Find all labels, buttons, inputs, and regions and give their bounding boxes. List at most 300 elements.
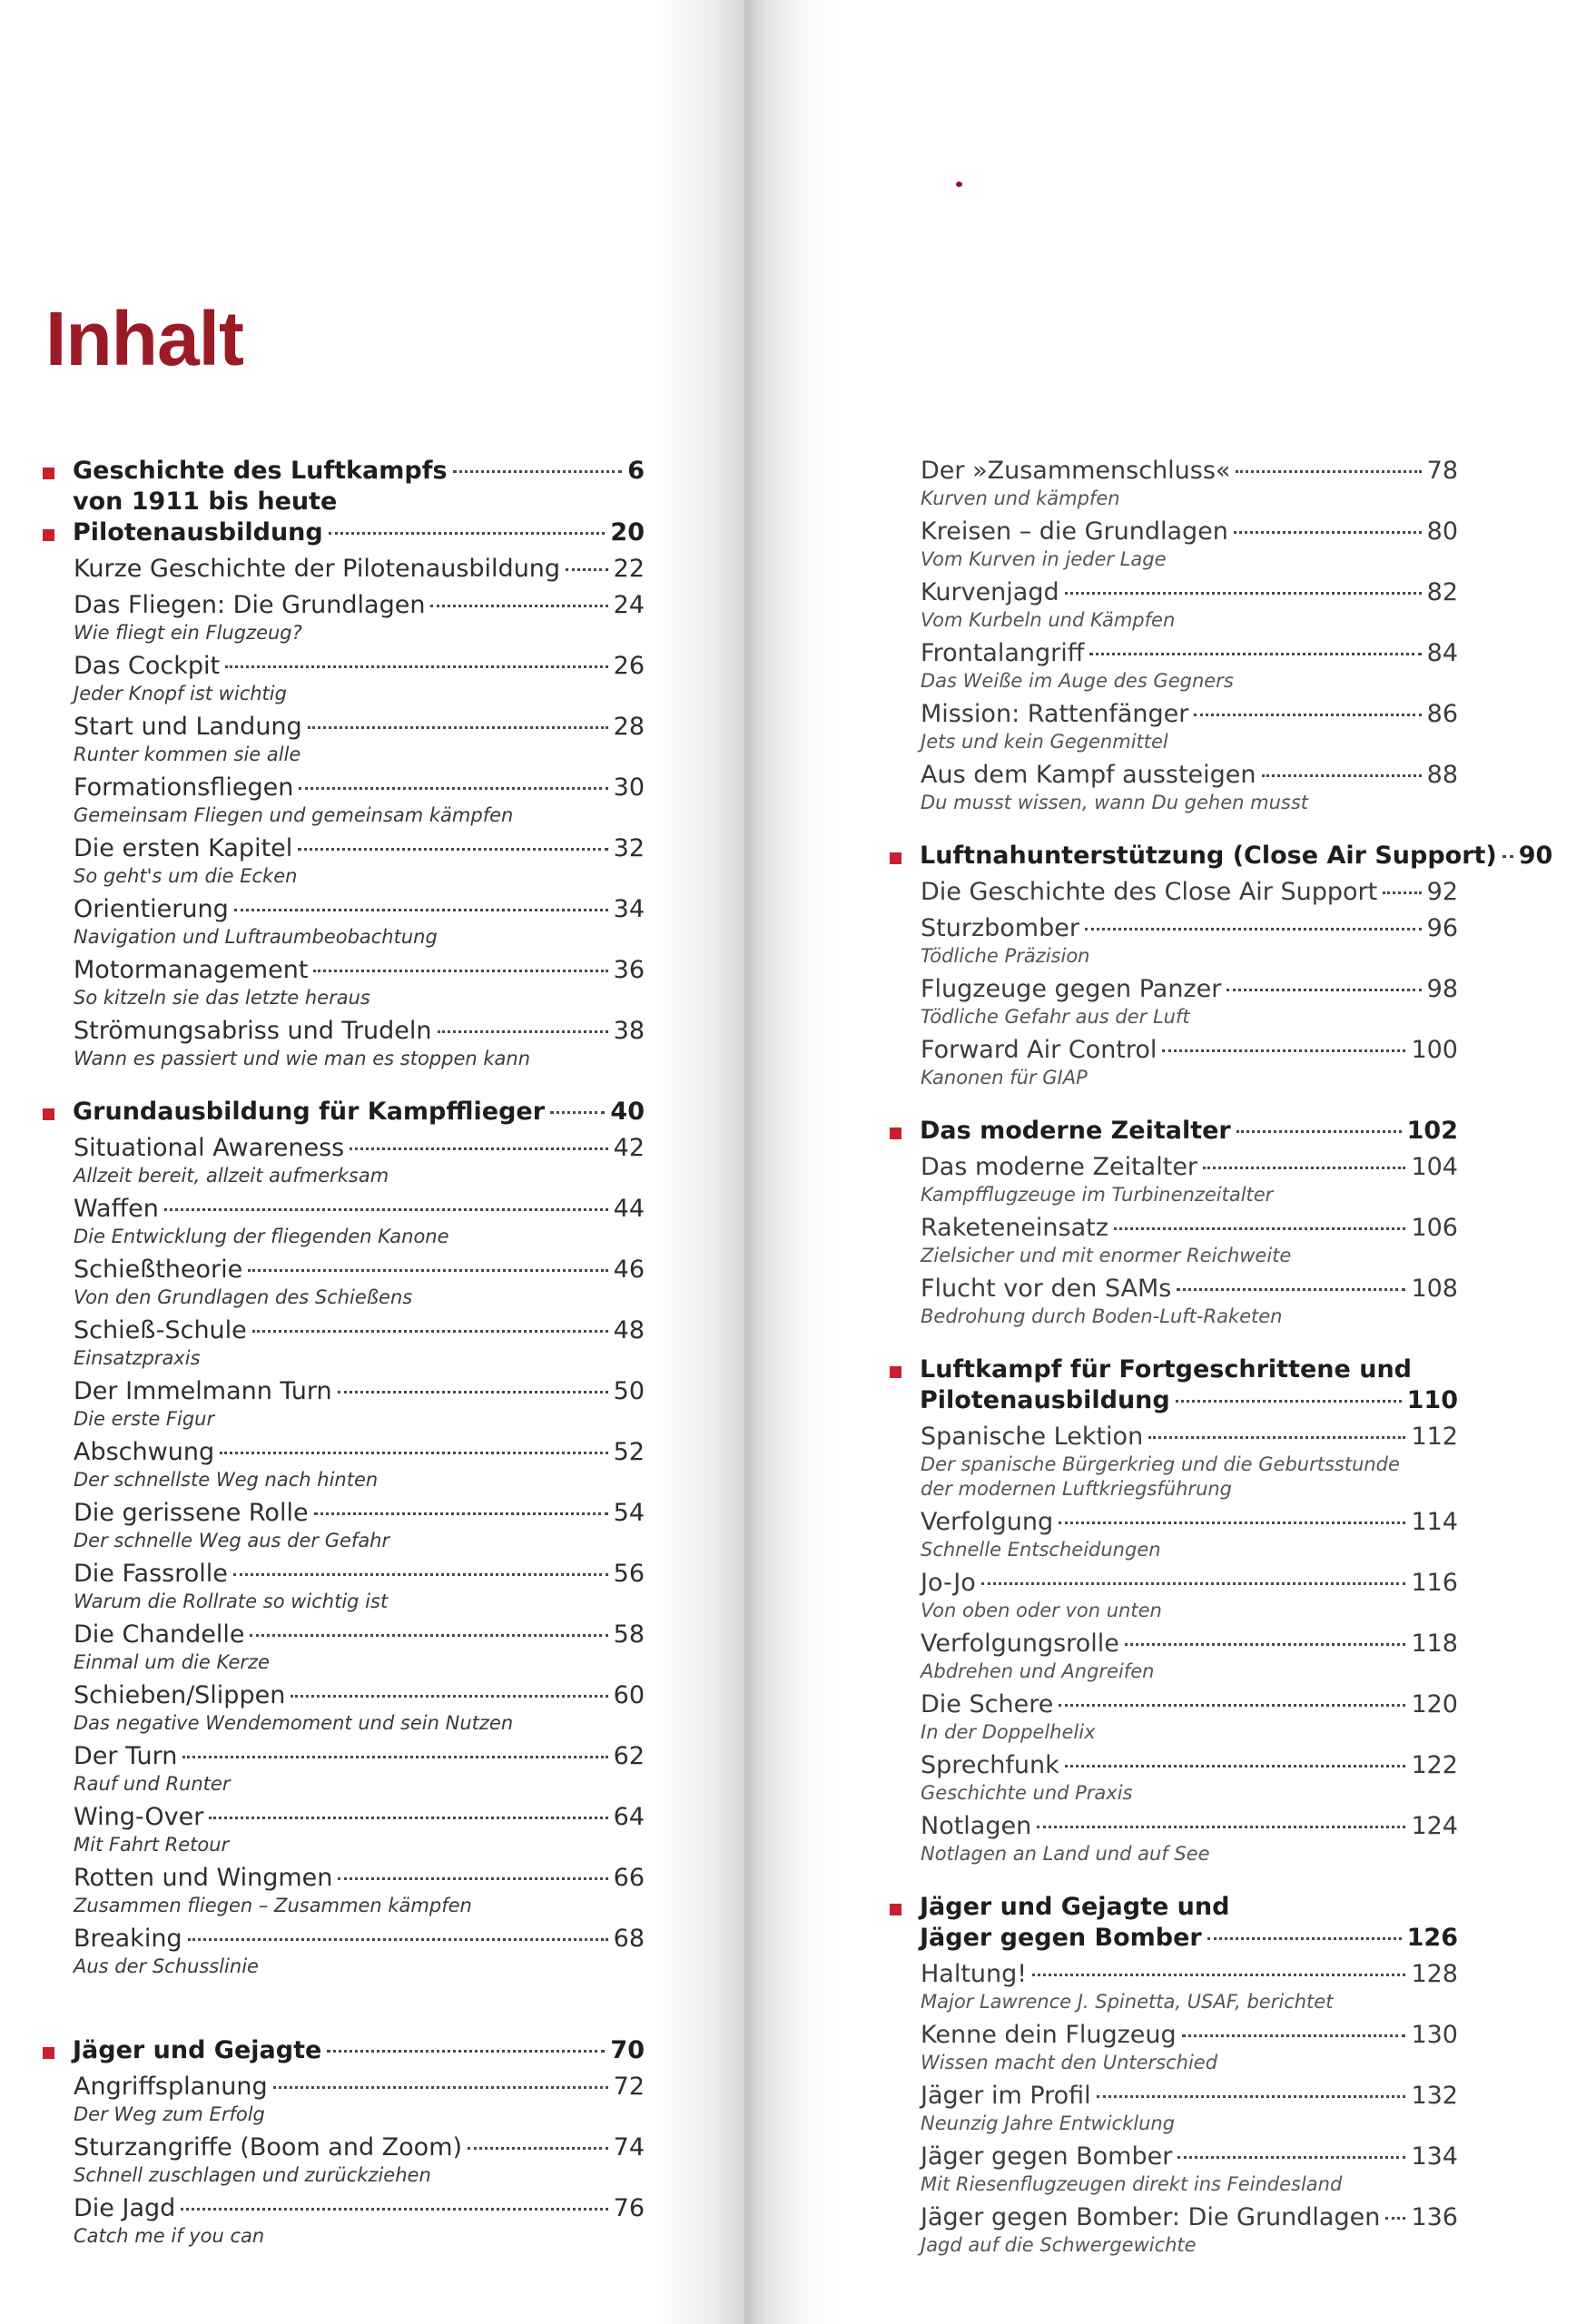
entry-page-number: 34 [613,895,645,923]
toc-section [41,1097,645,1979]
toc-entry-row[interactable] [74,1802,645,1833]
dot-leader [1177,2156,1405,2159]
section-bullet-marker [890,852,901,864]
toc-entry-row[interactable] [921,1629,1458,1659]
toc-entry [888,760,1458,815]
entry-subtitle: Navigation und Luftraumbeobachtung [74,926,438,948]
entry-subtitle: Der schnelle Weg aus der Gefahr [74,1530,390,1551]
toc-entry [41,1315,645,1371]
entry-subtitle: Wann es passiert und wie man es stoppen kann [74,1048,531,1069]
entry-page-number: 130 [1411,2021,1458,2049]
dot-leader [981,1582,1406,1585]
entry-page-number: 38 [613,1017,645,1045]
entry-subtitle: Der spanische Bürgerkrieg und die Geburtsstunde [921,1453,1400,1475]
toc-entry-row[interactable] [74,590,645,621]
toc-section [888,1892,1458,2258]
section-title: Luftnahunterstützung (Close Air Support) [920,842,1497,870]
entry-title: Die Jagd [74,2194,176,2222]
dot-leader [338,1391,608,1393]
entry-page-number: 26 [613,652,645,680]
entry-title: Formationsfliegen [74,773,294,802]
entry-subtitle: Vom Kurbeln und Kämpfen [921,609,1176,631]
entry-page-number: 96 [1426,914,1458,942]
toc-entry-row[interactable] [921,638,1458,669]
entry-title: Kurvenjagd [921,578,1059,606]
toc-section [41,456,645,517]
entry-title: Sturzbomber [921,914,1079,942]
toc-entry-row[interactable] [921,1152,1458,1183]
dot-leader [1162,1049,1405,1052]
toc-entry [41,1559,645,1614]
entry-title: Breaking [74,1925,182,1953]
toc-entry [888,974,1458,1029]
entry-subtitle: Schnell zuschlagen und zurückziehen [74,2164,431,2186]
entry-page-number: 108 [1411,1275,1458,1303]
entry-title: Wing-Over [74,1803,204,1831]
entry-title: Spanische Lektion [921,1423,1144,1451]
section-heading[interactable] [888,1116,1458,1147]
dot-leader [1032,1974,1405,1976]
entry-subtitle: Einmal um die Kerze [74,1651,270,1673]
dot-leader [233,1573,608,1576]
toc-entry-row[interactable] [74,1376,645,1407]
toc-entry-row[interactable] [921,974,1458,1005]
entry-page-number: 62 [613,1742,645,1770]
entry-subtitle: Jeder Knopf ist wichtig [74,683,287,704]
toc-entry [888,1568,1458,1623]
section-title: Luftkampf für Fortgeschrittene und [920,1355,1413,1384]
toc-entry [41,1680,645,1736]
entry-page-number: 78 [1426,457,1458,485]
entry-subtitle: Bedrohung durch Boden-Luft-Raketen [921,1305,1283,1327]
section-bullet-marker [890,1904,901,1915]
section-bullet-marker [43,1108,54,1120]
entry-title: Verfolgungsrolle [921,1630,1119,1658]
section-title-row[interactable] [73,2035,645,2066]
entry-page-number: 116 [1411,1569,1458,1597]
toc-entry-row[interactable] [921,1035,1458,1066]
toc-entry-row[interactable] [74,1863,645,1894]
dot-leader [164,1208,608,1211]
section-page-number: 6 [627,457,645,485]
entry-subtitle: Aus der Schusslinie [74,1955,259,1977]
toc-entry-row[interactable] [921,1568,1458,1599]
toc-entry-row[interactable] [921,456,1458,487]
entry-subtitle: Gemeinsam Fliegen und gemeinsam kämpfen [74,804,514,826]
toc-entry [888,1035,1458,1090]
toc-entry [888,638,1458,694]
dot-leader [188,1938,608,1941]
toc-entry [888,517,1458,572]
toc-entry-row[interactable] [74,1255,645,1285]
section-title-line2: Jäger gegen Bomber [920,1924,1202,1952]
entry-subtitle: Kampfflugzeuge im Turbinenzeitalter [921,1184,1274,1206]
dot-leader [1207,1937,1402,1940]
dot-leader [252,1330,608,1333]
dot-leader [1065,592,1422,595]
toc-entry-row[interactable] [74,773,645,803]
dot-leader [1037,1826,1405,1828]
dot-leader [298,848,607,851]
toc-entry [41,554,645,585]
entry-title: Start und Landung [74,713,302,741]
toc-section [41,2035,645,2249]
toc-section [888,1354,1458,1866]
entry-page-number: 22 [613,555,645,583]
section-title-line2: von 1911 bis heute [73,487,338,516]
entry-title: Jäger im Profil [921,2082,1091,2110]
toc-entry-row[interactable] [921,1507,1458,1538]
toc-entry [41,1802,645,1857]
section-title: Grundausbildung für Kampfflieger [73,1098,546,1126]
toc-entry-row[interactable] [74,1315,645,1346]
dot-leader [1114,1227,1406,1230]
toc-entry [888,1629,1458,1684]
section-title: Das moderne Zeitalter [920,1117,1231,1145]
entry-title: Waffen [74,1195,159,1223]
dot-leader [250,1634,607,1637]
entry-title: Frontalangriff [921,639,1085,667]
toc-entry [888,1959,1458,2014]
toc-entry-row[interactable] [74,651,645,682]
entry-title: Orientierung [74,895,229,923]
entry-page-number: 76 [613,2194,645,2222]
entry-subtitle: Mit Riesenflugzeugen direkt ins Feindesland [921,2173,1343,2195]
section-title-row[interactable] [920,1923,1458,1954]
toc-entry-row[interactable] [921,913,1458,944]
dot-leader [1262,774,1422,777]
toc-entry [41,894,645,950]
entry-page-number: 44 [613,1195,645,1223]
entry-title: Strömungsabriss und Trudeln [74,1017,432,1045]
toc-entry [41,1741,645,1797]
entry-subtitle: Die Entwicklung der fliegenden Kanone [74,1226,449,1247]
entry-page-number: 50 [613,1377,645,1405]
toc-entry [41,651,645,706]
toc-entry-row[interactable] [74,1016,645,1047]
dot-leader [1385,2217,1405,2220]
entry-subtitle: Kanonen für GIAP [921,1067,1088,1088]
print-speck [956,182,962,187]
entry-subtitle: So kitzeln sie das letzte heraus [74,987,370,1009]
toc-entry [888,1811,1458,1866]
toc-entry [41,833,645,889]
toc-entry [888,2020,1458,2075]
toc-entry-row[interactable] [74,2132,645,2163]
entry-subtitle: Geschichte und Praxis [921,1782,1133,1804]
section-title-row[interactable] [920,841,1553,872]
toc-entry-row[interactable] [921,2202,1458,2233]
dot-leader [1194,714,1421,716]
toc-entry-row[interactable] [74,1741,645,1772]
entry-title: Das moderne Zeitalter [921,1153,1198,1181]
section-page-number: 110 [1406,1386,1458,1414]
entry-page-number: 64 [613,1803,645,1831]
toc-right-column [888,456,1553,2258]
entry-subtitle: Mit Fahrt Retour [74,1834,230,1856]
toc-entry-row[interactable] [74,554,645,585]
toc-entry [41,2072,645,2127]
entry-subtitle: Jagd auf die Schwergewichte [921,2234,1197,2256]
dot-leader [338,1877,607,1880]
entry-title: Angriffsplanung [74,2073,268,2101]
dot-leader [1059,1521,1405,1524]
entry-title: Die ersten Kapitel [74,834,293,862]
dot-leader [1383,891,1421,894]
entry-page-number: 100 [1411,1036,1458,1064]
section-heading[interactable] [888,841,1553,872]
entry-page-number: 118 [1411,1630,1458,1658]
entry-page-number: 136 [1411,2203,1458,2231]
section-title-line2: Pilotenausbildung [920,1386,1170,1414]
toc-entry-row[interactable] [74,1194,645,1225]
section-heading[interactable] [888,1354,1458,1416]
entry-page-number: 84 [1426,639,1458,667]
entry-subtitle: Major Lawrence J. Spinetta, USAF, berichtet [921,1991,1334,2013]
toc-entry-row[interactable] [74,1924,645,1955]
entry-subtitle: Allzeit bereit, allzeit aufmerksam [74,1165,389,1187]
section-heading[interactable] [41,517,645,548]
toc-entry [41,1133,645,1188]
entry-title: Notlagen [921,1812,1032,1840]
entry-title: Aus dem Kampf aussteigen [921,761,1256,789]
entry-page-number: 32 [613,834,645,862]
entry-subtitle: Runter kommen sie alle [74,743,301,765]
dot-leader [438,1030,608,1033]
entry-page-number: 80 [1426,517,1458,546]
entry-title: Sturzangriffe (Boom and Zoom) [74,2133,463,2162]
entry-page-number: 124 [1411,1812,1458,1840]
section-heading[interactable] [41,456,645,517]
section-title: Jäger und Gejagte [73,2036,322,2064]
entry-subtitle: Kurven und kämpfen [921,487,1120,509]
entry-page-number: 66 [613,1864,645,1892]
dot-leader [1234,531,1422,534]
entry-title: Der »Zusammenschluss« [921,457,1231,485]
entry-subtitle: Von den Grundlagen des Schießens [74,1286,413,1308]
toc-entry-row[interactable] [921,1422,1458,1452]
section-heading[interactable] [41,1097,645,1128]
toc-entry [41,773,645,828]
toc-entry [41,1194,645,1249]
dot-leader [430,605,607,607]
section-page-number: 126 [1406,1924,1458,1952]
section-page-number: 90 [1518,842,1553,870]
entry-subtitle: Der Weg zum Erfolg [74,2103,265,2125]
entry-title: Abschwung [74,1438,215,1466]
entry-page-number: 122 [1411,1751,1458,1779]
entry-page-number: 74 [613,2133,645,2162]
dot-leader [291,1695,607,1698]
entry-title: Jäger gegen Bomber [921,2142,1173,2171]
toc-entry-row[interactable] [74,2193,645,2224]
entry-subtitle: Das negative Wendemoment und sein Nutzen [74,1712,514,1734]
entry-title: Jo-Jo [921,1569,976,1597]
toc-continued-entries [888,456,1458,815]
entry-page-number: 48 [613,1316,645,1344]
toc-entry-row[interactable] [74,2072,645,2102]
entry-subtitle: In der Doppelhelix [921,1721,1096,1743]
toc-entry-row[interactable] [74,1437,645,1468]
entry-title: Flugzeuge gegen Panzer [921,975,1222,1003]
entry-page-number: 114 [1411,1508,1458,1536]
section-page-number: 20 [610,518,645,547]
entry-subtitle: Einsatzpraxis [74,1347,201,1369]
toc-entry-row[interactable] [921,760,1458,791]
entry-page-number: 58 [613,1620,645,1649]
section-bullet-marker [43,468,54,479]
toc-entry [888,913,1458,969]
toc-entry [888,2202,1458,2258]
toc-entry-row[interactable] [921,1213,1458,1244]
entry-title: Die Schere [921,1690,1054,1718]
toc-entry-row[interactable] [74,833,645,864]
dot-leader [225,665,608,668]
entry-subtitle: So geht's um die Ecken [74,865,298,887]
toc-entry-row[interactable] [921,1750,1458,1781]
entry-subtitle: Abdrehen und Angreifen [921,1660,1155,1682]
toc-entry-row[interactable] [921,2142,1458,2172]
dot-leader [234,909,608,911]
toc-entry [41,1620,645,1675]
toc-entry-row[interactable] [74,955,645,986]
dot-leader [350,1147,607,1150]
section-heading[interactable] [41,2035,645,2066]
section-page-number: 40 [610,1098,645,1126]
toc-entry-row[interactable] [74,894,645,925]
dot-leader [314,1512,608,1515]
toc-entry-row[interactable] [74,1498,645,1529]
toc-entry-row[interactable] [921,877,1458,908]
entry-title: Das Fliegen: Die Grundlagen [74,591,426,619]
toc-entry [41,2193,645,2249]
toc-entry-row[interactable] [921,517,1458,547]
entry-title: Der Immelmann Turn [74,1377,332,1405]
toc-entry-row[interactable] [921,699,1458,730]
section-title-row[interactable] [73,1097,645,1128]
section-title: Jäger und Gejagte und [920,1893,1230,1921]
entry-page-number: 86 [1426,700,1458,728]
entry-subtitle: Das Weiße im Auge des Gegners [921,670,1234,692]
toc-entry-row[interactable] [74,712,645,743]
toc-entry-row[interactable] [74,1559,645,1590]
toc-entry [41,1016,645,1071]
section-title-row[interactable] [920,1385,1458,1416]
toc-entry-row[interactable] [74,1133,645,1164]
entry-page-number: 134 [1411,2142,1458,2171]
toc-entry [888,2142,1458,2197]
section-title-row[interactable] [920,1116,1458,1147]
dot-leader [1125,1643,1406,1646]
entry-subtitle: Warum die Rollrate so wichtig ist [74,1590,389,1612]
toc-section [41,517,645,1071]
toc-entry [888,577,1458,633]
section-title-row[interactable] [73,456,645,487]
toc-entry-row[interactable] [74,1680,645,1711]
section-heading[interactable] [888,1892,1458,1954]
entry-title: Die Chandelle [74,1620,245,1649]
toc-entry-row[interactable] [921,1959,1458,1990]
entry-title: Die Geschichte des Close Air Support [921,878,1378,906]
dot-leader [1085,928,1422,931]
entry-title: Die Fassrolle [74,1560,228,1588]
dot-leader [1502,855,1513,858]
entry-page-number: 104 [1411,1153,1458,1181]
entry-subtitle: Catch me if you can [74,2225,265,2247]
entry-title: Flucht vor den SAMs [921,1275,1172,1303]
toc-entry [888,1152,1458,1207]
dot-leader [181,2208,607,2211]
dot-leader [273,2086,608,2089]
toc-entry-row[interactable] [921,1811,1458,1842]
toc-entry-row[interactable] [921,1689,1458,1720]
dot-leader [1176,1400,1402,1403]
entry-title: Mission: Rattenfänger [921,700,1189,728]
dot-leader [299,787,607,790]
toc-entry [41,590,645,645]
toc-entry-row[interactable] [921,2081,1458,2112]
dot-leader [1236,1130,1402,1133]
entry-title: Kenne dein Flugzeug [921,2021,1177,2049]
toc-entry [41,712,645,767]
entry-title: Kurze Geschichte der Pilotenausbildung [74,555,561,583]
entry-page-number: 68 [613,1925,645,1953]
dot-leader [1148,1436,1405,1439]
entry-title: Forward Air Control [921,1036,1157,1064]
toc-entry-row[interactable] [74,1620,645,1650]
entry-page-number: 28 [613,713,645,741]
entry-page-number: 128 [1411,1960,1458,1988]
entry-title: Verfolgung [921,1508,1054,1536]
toc-entry-row[interactable] [921,2020,1458,2051]
toc-entry-row[interactable] [921,1274,1458,1305]
toc-entry-row[interactable] [921,577,1458,608]
dot-leader [453,470,623,473]
toc-entry [41,955,645,1010]
entry-subtitle: Tödliche Präzision [921,945,1090,967]
toc-left-column [41,456,645,2249]
toc-entry [41,1376,645,1432]
toc-entry [41,1437,645,1492]
entry-page-number: 36 [613,956,645,984]
entry-title: Jäger gegen Bomber: Die Grundlagen [921,2203,1381,2231]
section-title-row[interactable] [73,517,645,548]
entry-page-number: 98 [1426,975,1458,1003]
entry-page-number: 112 [1411,1423,1458,1451]
toc-section [888,1116,1458,1329]
entry-subtitle: Vom Kurven in jeder Lage [921,548,1167,570]
entry-page-number: 92 [1426,878,1458,906]
dot-leader [1089,653,1421,655]
section-page-number: 102 [1406,1117,1458,1145]
toc-entry [888,1213,1458,1268]
dot-leader [566,568,608,571]
entry-page-number: 82 [1426,578,1458,606]
entry-page-number: 60 [613,1681,645,1709]
entry-subtitle: Die erste Figur [74,1408,215,1430]
entry-title: Haltung! [921,1960,1028,1988]
dot-leader [327,2050,605,2053]
entry-subtitle: Rauf und Runter [74,1773,231,1795]
dot-leader [313,970,607,972]
toc-section [888,841,1553,1090]
entry-page-number: 52 [613,1438,645,1466]
toc-entry [888,456,1458,511]
toc-entry [888,1507,1458,1562]
section-bullet-marker [890,1128,901,1139]
toc-entry [888,877,1458,908]
dot-leader [1182,2034,1406,2037]
